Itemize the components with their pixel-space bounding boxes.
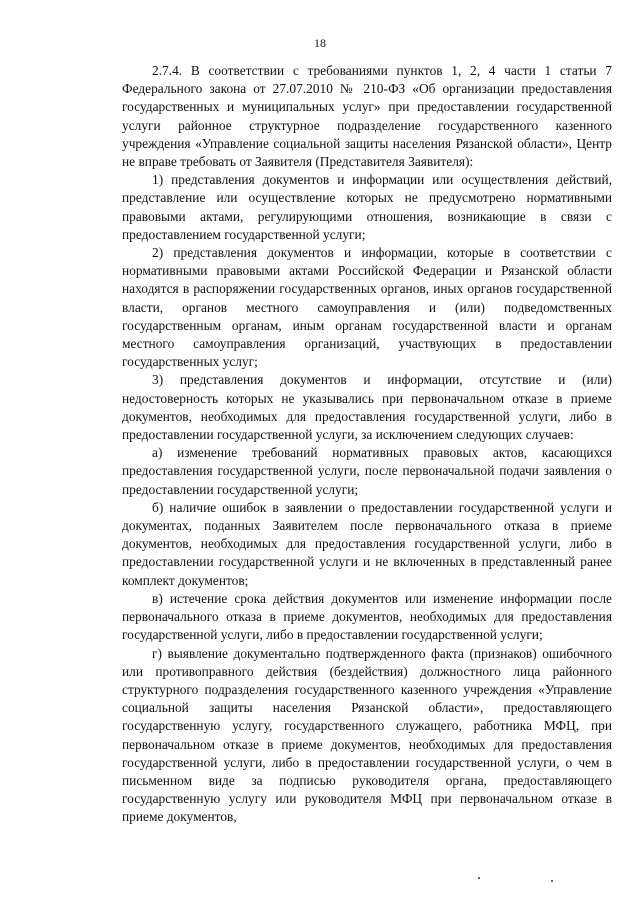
paragraph-subitem-g: г) выявление документально подтвержденного факта (признаков) ошибочного или противоправного действия (бездействия) должностного лица районного структурного подразделения государственного казенного учреждения «Управление социальной защиты населения Рязанской области», предоставляющего государственную услугу, государственного служащего, работника МФЦ, при первоначальном отказе в приеме документов, необходимых для предоставления государственной услуги, либо в предоставлении государственной услуги, о чем в письменном виде за подписью руководителя органа, предоставляющего государственную услугу или руководителя МФЦ при первоначальном отказе в приеме документов, — [122, 645, 612, 825]
paragraph-item-1: 1) представления документов и информации или осуществления действий, представление или осуществление которых не предусмотрено нормативными правовыми актами, регулирующими отношения, возникающие в связи с предоставлением государственной услуги; — [122, 172, 612, 242]
paragraph-item-3: 3) представления документов и информации, отсутствие и (или) недостоверность которых не указывались при первоначальном отказе в приеме документов, необходимых для предоставления государственной услуги, либо в предоставлении государственной услуги, за исключением следующих случаев: — [122, 372, 612, 443]
paragraph-subitem-b: б) наличие ошибок в заявлении о предоставлении государственной услуги и документах, поданных Заявителем после первоначального отказа в приеме документов, необходимых для предоставления государственной услуги, либо в предоставлении государственной услуги и не включенных в представленный ранее комплект документов; — [122, 499, 612, 588]
document-body — [122, 62, 612, 827]
scan-speck — [478, 877, 480, 879]
scan-speck — [551, 880, 553, 882]
page-number: 18 — [314, 36, 326, 50]
paragraph-subitem-a: а) изменение требований нормативных правовых актов, касающихся предоставления государственной услуги, после первоначальной подачи заявления о предоставлении государственной услуги; — [122, 445, 612, 497]
paragraph-item-2: 2) представления документов и информации, которые в соответствии с нормативными правовыми актами Российской Федерации и Рязанской области находятся в распоряжении государственных органов, иных органов государственной власти, органов местного самоуправления и (или) подведомственных государственным органам, иным органам государственной власти и органам местного самоуправления организаций, участвующих в предоставлении государственных услуг; — [122, 245, 612, 370]
paragraph-2-7-4: 2.7.4. В соответствии с требованиями пунктов 1, 2, 4 части 1 статьи 7 Федерального закона от 27.07.2010 № 210-ФЗ «Об организации предоставления государственных и муниципальных услуг» при предоставлении государственной услуги районное структурное подразделение государственного казенного учреждения «Управление социальной защиты населения Рязанской области», Центр не вправе требовать от Заявителя (Представителя Заявителя): — [122, 63, 612, 170]
paragraph-subitem-v: в) истечение срока действия документов или изменение информации после первоначального отказа в приеме документов, необходимых для предоставления государственной услуги, либо в предоставлении государственной услуги; — [122, 590, 612, 643]
